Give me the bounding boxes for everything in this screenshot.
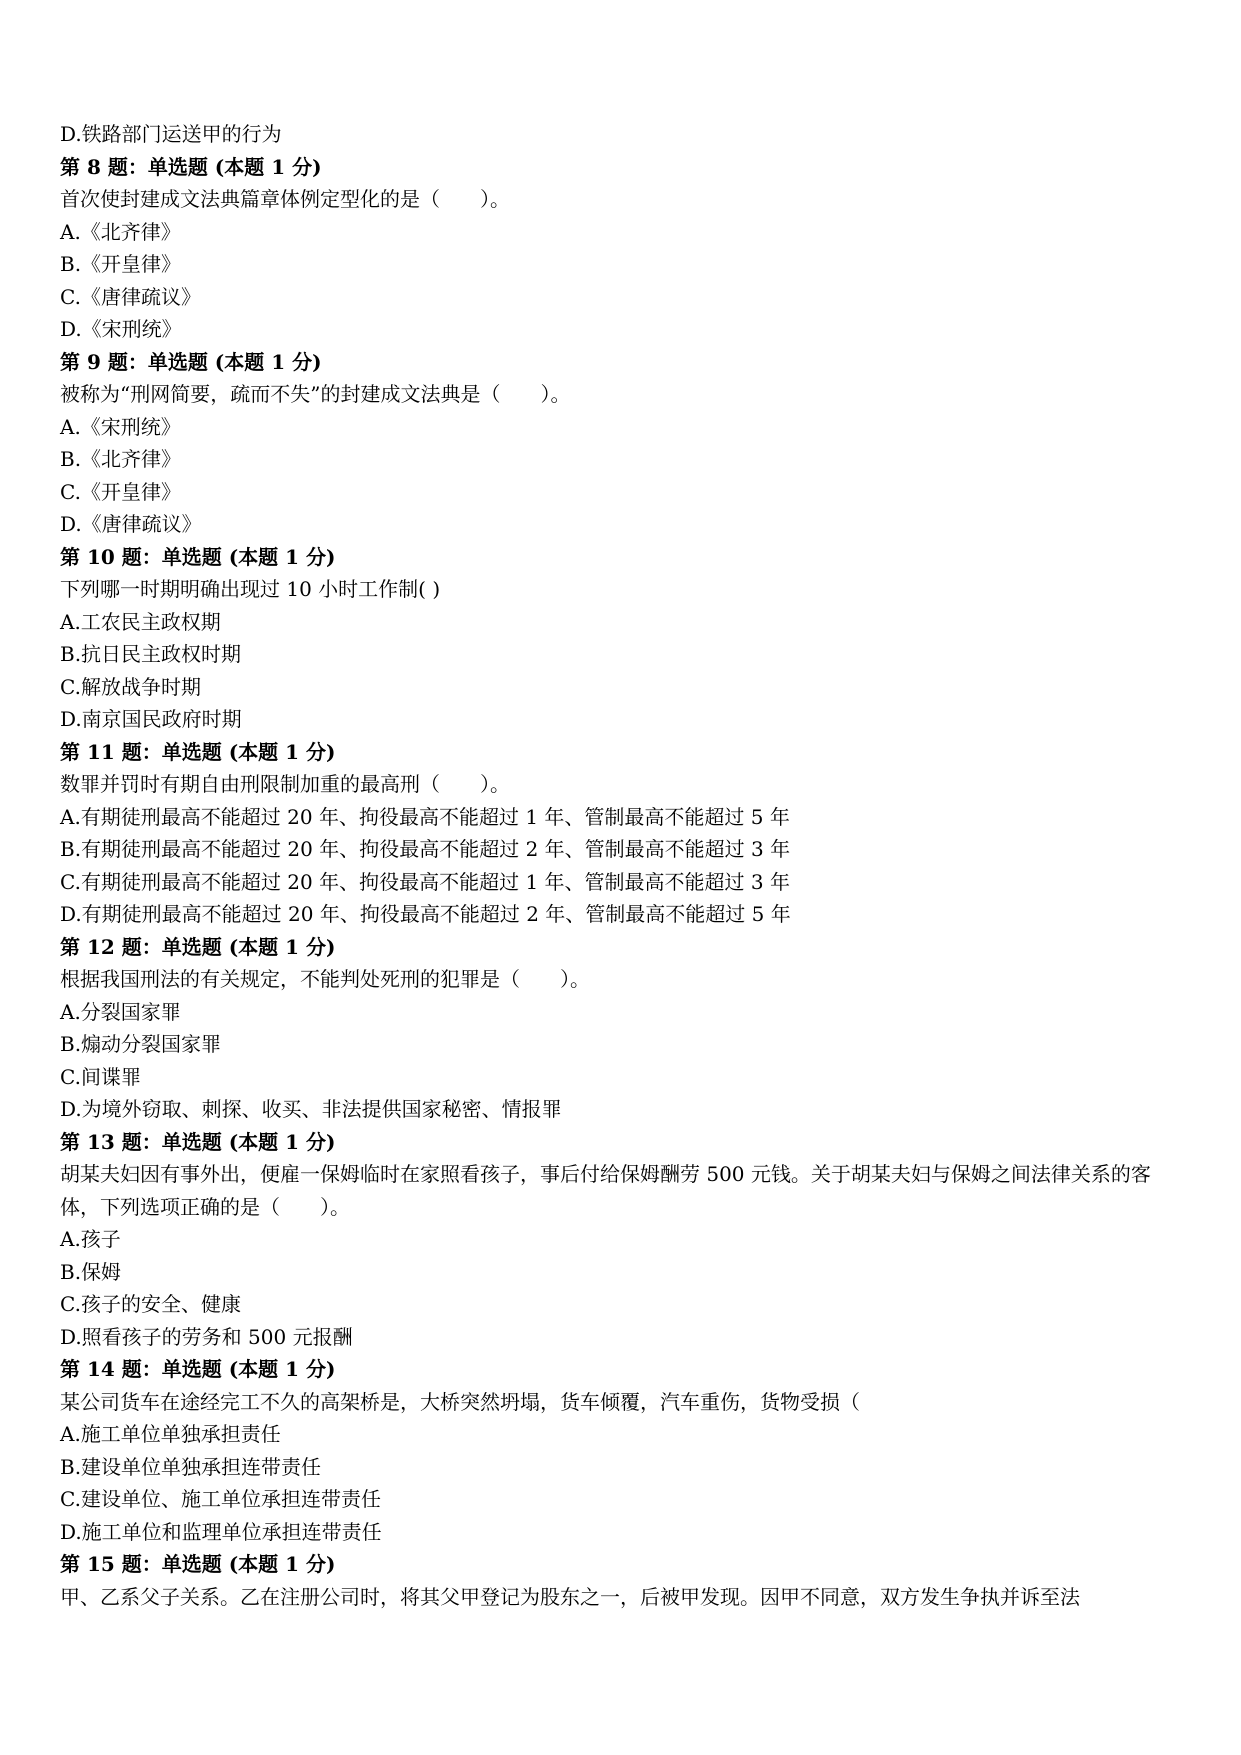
question-heading: 第 13 题：单选题 (本题 1 分) (60, 1129, 336, 1154)
option-b: B.《北齐律》 (60, 447, 182, 471)
question-11 (60, 736, 1190, 931)
option-b: B.有期徒刑最高不能超过 20 年、拘役最高不能超过 2 年、管制最高不能超过 3 年 (60, 837, 791, 861)
option-d: D.为境外窃取、刺探、收买、非法提供国家秘密、情报罪 (60, 1097, 562, 1121)
question-10 (60, 541, 1190, 736)
question-stem: 某公司货车在途经完工不久的高架桥是，大桥突然坍塌，货车倾覆，汽车重伤，货物受损（ (60, 1389, 860, 1414)
question-stem: 甲、乙系父子关系。乙在注册公司时，将其父甲登记为股东之一，后被甲发现。因甲不同意，双方发生争执并诉至法 (60, 1584, 1080, 1609)
option-c: C.建设单位、施工单位承担连带责任 (60, 1487, 381, 1511)
option-b: B.保姆 (60, 1259, 122, 1284)
question-8 (60, 151, 1190, 346)
question-12 (60, 931, 1190, 1126)
option-d: D.南京国民政府时期 (60, 707, 242, 731)
option-a: A.《北齐律》 (60, 219, 181, 244)
question-stem: 被称为“刑网简要，疏而不失”的封建成文法典是（ ）。 (60, 382, 571, 406)
option-c: C.有期徒刑最高不能超过 20 年、拘役最高不能超过 1 年、管制最高不能超过 3 年 (60, 869, 790, 894)
option-c: C.《唐律疏议》 (60, 284, 201, 309)
option-c: C.孩子的安全、健康 (60, 1292, 241, 1316)
option-a: A.分裂国家罪 (60, 999, 181, 1024)
question-15 (60, 1548, 1190, 1613)
question-stem: 首次使封建成文法典篇章体例定型化的是（ ）。 (60, 187, 510, 211)
option-d: D.施工单位和监理单位承担连带责任 (60, 1519, 382, 1544)
option-d: D.有期徒刑最高不能超过 20 年、拘役最高不能超过 2 年、管制最高不能超过 5 年 (60, 902, 791, 926)
option-d: D.《唐律疏议》 (60, 512, 202, 536)
question-heading: 第 12 题：单选题 (本题 1 分) (60, 934, 336, 959)
question-heading: 第 10 题：单选题 (本题 1 分) (60, 544, 336, 569)
option-a: A.《宋刑统》 (60, 414, 181, 439)
question-heading: 第 9 题：单选题 (本题 1 分) (60, 349, 322, 374)
question-heading: 第 15 题：单选题 (本题 1 分) (60, 1552, 336, 1576)
option-b: B.建设单位单独承担连带责任 (60, 1454, 322, 1479)
question-stem: 下列哪一时期明确出现过 10 小时工作制( ) (60, 577, 441, 601)
question-9 (60, 346, 1190, 541)
option-a: A.有期徒刑最高不能超过 20 年、拘役最高不能超过 1 年、管制最高不能超过 5 年 (60, 804, 790, 829)
question-heading: 第 14 题：单选题 (本题 1 分) (60, 1357, 336, 1381)
option-b: B.煽动分裂国家罪 (60, 1032, 222, 1056)
exam-page (60, 118, 1190, 1613)
option-b: B.抗日民主政权时期 (60, 642, 242, 666)
question-14 (60, 1353, 1190, 1548)
option-d: D.照看孩子的劳务和 500 元报酬 (60, 1324, 353, 1349)
question-stem: 数罪并罚时有期自由刑限制加重的最高刑（ ）。 (60, 772, 510, 796)
previous-option-d: D.铁路部门运送甲的行为 (60, 122, 282, 146)
option-c: C.间谍罪 (60, 1064, 141, 1089)
question-stem: 根据我国刑法的有关规定，不能判处死刑的犯罪是（ ）。 (60, 967, 590, 991)
question-heading: 第 8 题：单选题 (本题 1 分) (60, 154, 322, 179)
option-c: C.解放战争时期 (60, 674, 201, 699)
question-heading: 第 11 题：单选题 (本题 1 分) (60, 739, 336, 764)
option-b: B.《开皇律》 (60, 252, 182, 276)
option-c: C.《开皇律》 (60, 479, 181, 504)
question-13 (60, 1126, 1190, 1354)
option-a: A.孩子 (60, 1227, 121, 1251)
question-stem: 胡某夫妇因有事外出，便雇一保姆临时在家照看孩子，事后付给保姆酬劳 500 元钱。关于胡某夫妇与保姆之间法律关系的客体，下列选项正确的是（ ）。 (60, 1162, 1151, 1219)
option-a: A.施工单位单独承担责任 (60, 1422, 281, 1446)
option-a: A.工农民主政权期 (60, 609, 221, 634)
option-d: D.《宋刑统》 (60, 317, 182, 341)
